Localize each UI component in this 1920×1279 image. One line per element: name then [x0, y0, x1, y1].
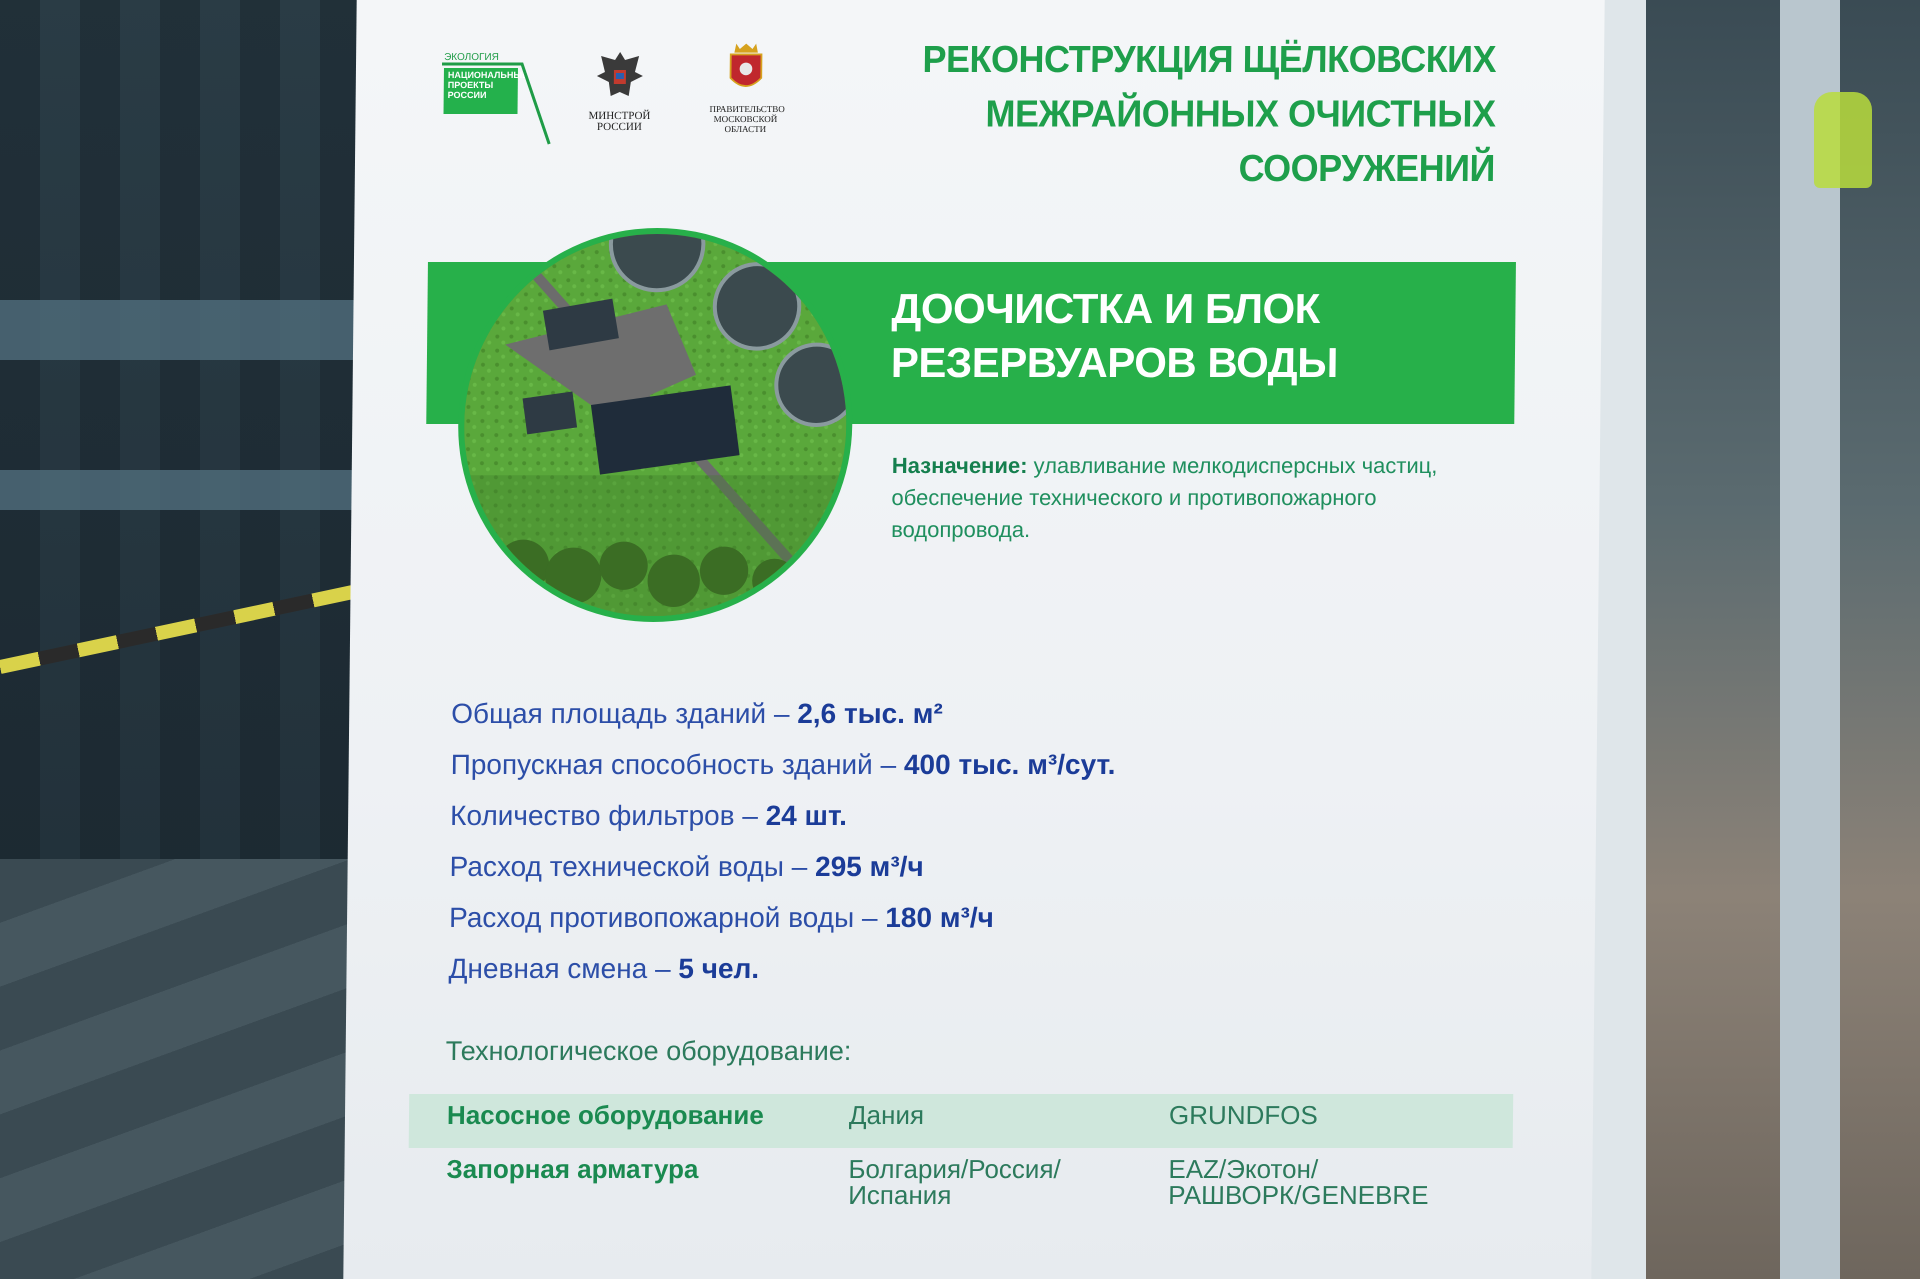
minstroy-emblem	[583, 46, 656, 133]
section-title-line-1: ДООЧИСТКА И БЛОК	[891, 285, 1321, 332]
minstroy-caption: МИНСТРОЙ РОССИИ	[588, 110, 651, 133]
mo-government-caption: ПРАВИТЕЛЬСТВО МОСКОВСКОЙ ОБЛАСТИ	[709, 104, 785, 134]
double-headed-eagle-icon	[595, 46, 646, 102]
fact-item	[450, 790, 1351, 841]
poster-main-title	[875, 32, 1497, 196]
fact-value: 400 тыс. м³/сут.	[903, 749, 1116, 780]
fact-label: Дневная смена –	[448, 953, 671, 984]
main-title-line-1: РЕКОНСТРУКЦИЯ ЩЁЛКОВСКИХ	[922, 37, 1497, 81]
fact-label: Количество фильтров –	[449, 800, 759, 831]
mo-government-emblem	[709, 40, 785, 134]
table-row	[408, 1148, 1513, 1228]
info-poster	[343, 0, 1604, 1279]
fact-value: 24 шт.	[765, 800, 848, 831]
background-industrial-equipment	[0, 0, 360, 1279]
purpose-label: Назначение:	[891, 453, 1028, 478]
worker-figure	[1814, 92, 1872, 188]
equipment-name: Насосное оборудование	[446, 1100, 764, 1130]
national-projects-logo	[431, 46, 552, 146]
fact-item	[451, 688, 1352, 739]
fact-label: Расход технической воды –	[449, 851, 808, 882]
section-title	[891, 282, 1492, 390]
equipment-heading: Технологическое оборудование:	[445, 1036, 852, 1066]
table-row	[409, 1094, 1514, 1148]
national-projects-frame-icon	[431, 46, 552, 146]
logo-group	[431, 46, 832, 156]
fact-item	[448, 943, 1349, 994]
equipment-country: Дания	[848, 1100, 925, 1130]
main-title-line-2: МЕЖРАЙОННЫХ ОЧИСТНЫХ СООРУЖЕНИЙ	[985, 91, 1496, 190]
equipment-name: Запорная арматура	[446, 1154, 699, 1184]
equipment-maker: GRUNDFOS	[1168, 1100, 1318, 1130]
background-hall	[1560, 0, 1920, 1279]
fact-label: Пропускная способность зданий –	[450, 749, 897, 780]
equipment-maker: EAZ/Экотон/ РАШВОРК/GENEBRE	[1168, 1154, 1429, 1210]
section-title-line-2: РЕЗЕРВУАРОВ ВОДЫ	[890, 339, 1339, 386]
national-projects-badge: НАЦИОНАЛЬНЫЕ ПРОЕКТЫ РОССИИ	[444, 68, 518, 114]
fact-item	[449, 892, 1350, 943]
fact-value: 295 м³/ч	[814, 851, 924, 882]
site-aerial-render	[456, 228, 854, 622]
fact-label: Расход противопожарной воды –	[448, 902, 878, 933]
fact-value: 2,6 тыс. м²	[797, 698, 943, 729]
fact-label: Общая площадь зданий –	[451, 698, 790, 729]
aerial-render-image	[462, 234, 848, 616]
moscow-oblast-coat-of-arms-icon	[721, 40, 772, 96]
fact-value: 5 чел.	[678, 953, 760, 984]
equipment-country: Болгария/Россия/ Испания	[848, 1154, 1061, 1210]
facts-list	[448, 688, 1351, 994]
purpose-text: улавливание мелкодисперсных частиц, обеспечение технического и противопожарного водопровода.	[891, 453, 1438, 542]
fact-item	[449, 841, 1350, 892]
purpose-paragraph	[891, 450, 1492, 546]
fact-item	[450, 739, 1351, 790]
national-projects-caption: ЭКОЛОГИЯ	[444, 52, 499, 63]
fact-value: 180 м³/ч	[885, 902, 995, 933]
equipment-table	[408, 1094, 1513, 1228]
